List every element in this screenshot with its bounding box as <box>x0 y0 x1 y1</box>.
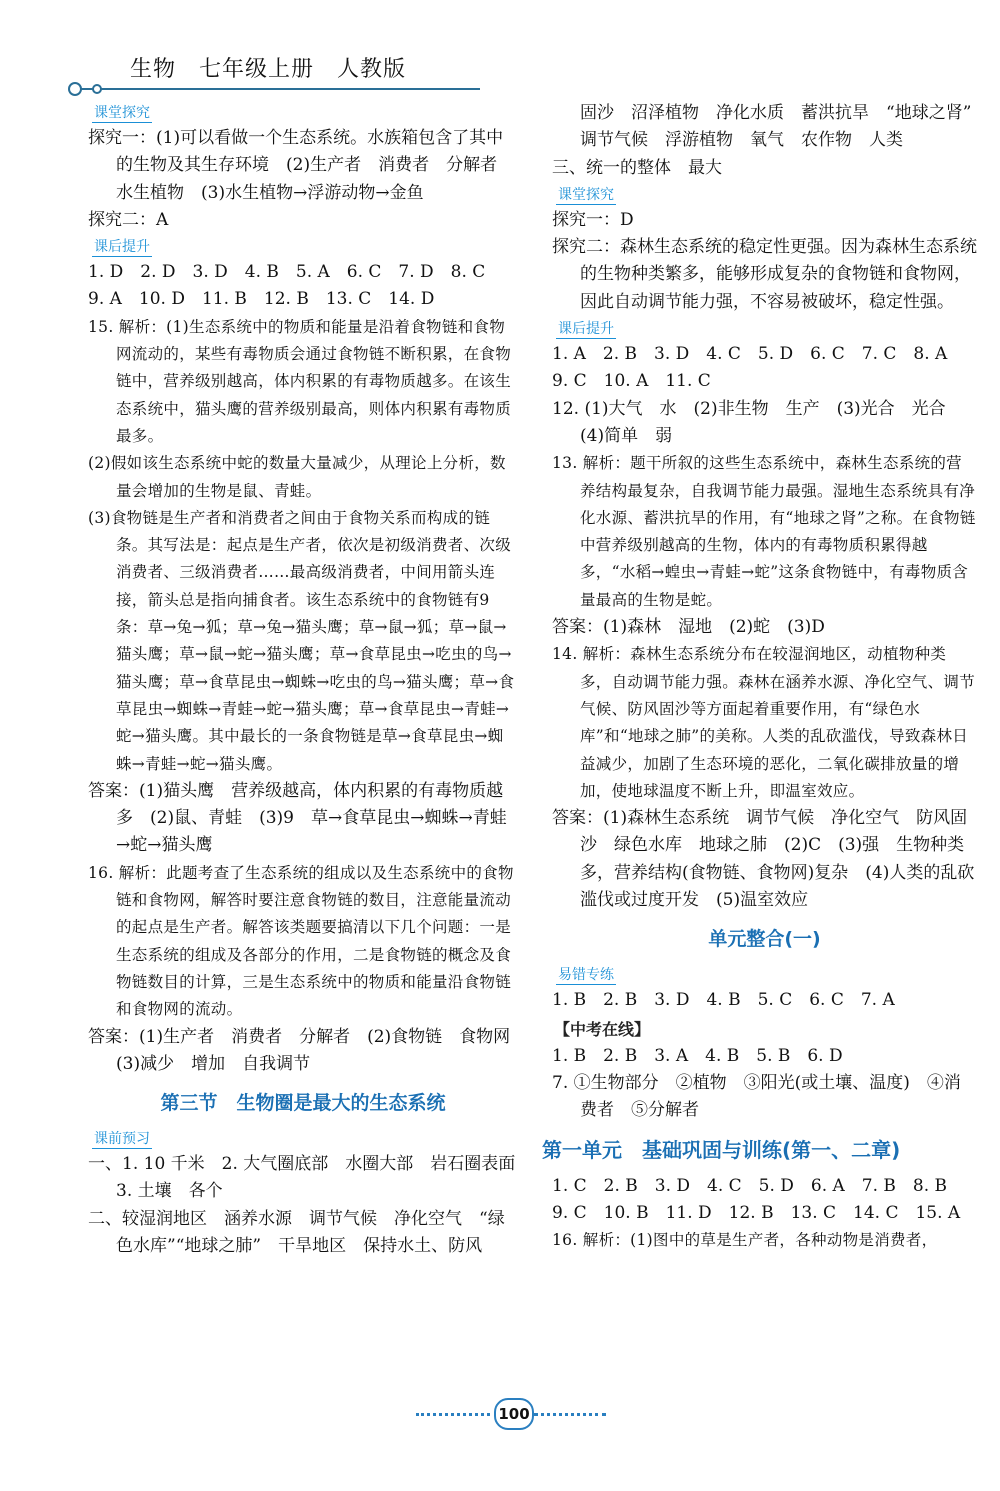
answer-paragraph: 16. 解析：此题考查了生态系统的组成以及生态系统中的食物链和食物网，解答时要注意食物链的数目，注意能量流动的起点是生产者。解答该类题要搞清以下几个问题：一是生态系统的组成及各部分的作用，二是食物链的概念及食物链数目的计算，三是生态系统中的物质和能量沿食物链和食物网的流动。 <box>88 863 514 1019</box>
section-tag: 课后提升 <box>94 239 150 256</box>
answer-paragraph: 1. C 2. B 3. D 4. C 5. D 6. A 7. B 8. B <box>552 1175 948 1196</box>
unit-title: 第一单元 基础巩固与训练(第一、二章) <box>542 1137 901 1162</box>
answer-paragraph: 一、1. 10 千米 2. 大气圈底部 水圈大部 岩石圈表面 3. 土壤 各个 <box>88 1154 533 1202</box>
answer-paragraph: 9. C 10. A 11. C <box>552 371 711 392</box>
section-tag-row <box>552 182 977 207</box>
page-number: 100 <box>494 1398 534 1430</box>
answer-paragraph: 1. A 2. B 3. D 4. C 5. D 6. C 7. C 8. A <box>552 344 948 365</box>
section-tag: 课前预习 <box>94 1131 150 1148</box>
answer-paragraph: 9. C 10. B 11. D 12. B 13. C 14. C 15. A <box>552 1202 961 1223</box>
answer-paragraph: 13. 解析：题干所叙的这些生态系统中，森林生态系统的营养结构最复杂，自我调节能力最强。湿地生态系统具有净化水源、蓄洪抗旱的作用，有“地球之肾”之称。在食物链中营养级别越高的生物，体内的有毒物质积累得越多，“水稻→蝗虫→青蛙→蛇”这条食物链中，有毒物质含量最高的生物是蛇。 <box>552 454 976 609</box>
answer-paragraph: 答案：(1)森林生态系统 调节气候 净化空气 防风固沙 绿色水库 地球之肺 (2)C (3)强 生物种类多，营养结构(食物链、食物网)复杂 (4)人类的乱砍滥伐或过度开发 (5)温室效应 <box>552 808 975 911</box>
answer-paragraph: 答案：(1)猫头鹰 营养级越高，体内积累的有毒物质越多 (2)鼠、青蛙 (3)9 草→食草昆虫→蜘蛛→青蛙→蛇→猫头鹰 <box>88 780 507 856</box>
section-tag-row <box>88 100 518 125</box>
answer-paragraph: 1. B 2. B 3. D 4. B 5. C 6. C 7. A <box>552 990 895 1011</box>
right-column <box>542 100 989 1254</box>
answer-paragraph: 答案：(1)森林 湿地 (2)蛇 (3)D <box>552 617 825 638</box>
answer-paragraph: 探究二：森林生态系统的稳定性更强。因为森林生态系统的生物种类繁多，能够形成复杂的食物链和食物网，因此自动调节能力强，不容易被破坏，稳定性强。 <box>552 237 977 312</box>
footer-dots-left <box>416 1413 490 1416</box>
section-title: 单元整合(一) <box>708 928 821 951</box>
section-tag: 易错专练 <box>558 967 614 984</box>
section-tag-row <box>88 1126 518 1151</box>
header-dot-small-icon <box>92 84 102 94</box>
header-title: 生物 七年级上册 人教版 <box>130 57 407 82</box>
answer-paragraph: (2)假如该生态系统中蛇的数量大量减少，从理论上分析，数量会增加的生物是鼠、青蛙。 <box>88 454 506 500</box>
answer-paragraph: 三、统一的整体 最大 <box>552 157 722 178</box>
answer-paragraph: 12. (1)大气 水 (2)非生物 生产 (3)光合 光合 (4)简单 弱 <box>552 398 963 446</box>
answer-paragraph: 9. A 10. D 11. B 12. B 13. C 14. D <box>88 289 435 310</box>
answer-paragraph: 14. 解析：森林生态系统分布在较湿润地区，动植物种类多，自动调节能力强。森林在涵养水源、净化空气、调节气候、防风固沙等方面起着重要作用，有“绿色水库”和“地球之肺”的美称。人类的乱砍滥伐，导致森林日益减少，加剧了生态环境的恶化，二氧化碳排放量的增加，使地球温度不断上升，即温室效应。 <box>552 645 976 800</box>
answer-paragraph: 7. ①生物部分 ②植物 ③阳光(或土壤、温度) ④消费者 ⑤分解者 <box>552 1072 961 1121</box>
answer-paragraph: 探究一：D <box>552 209 634 230</box>
answer-paragraph: 16. 解析：(1)图中的草是生产者，各种动物是消费者， <box>552 1231 938 1250</box>
section-tag: 课堂探究 <box>558 186 614 203</box>
section-tag: 课后提升 <box>558 321 614 338</box>
answer-paragraph: 探究一：(1)可以看做一个生态系统。水族箱包含了其中的生物及其生存环境 (2)生产者 消费者 分解者 水生植物 (3)水生植物→浮游动物→金鱼 <box>88 128 515 203</box>
section-tag-bold: 【中考在线】 <box>554 1019 651 1039</box>
header-dot-left-icon <box>68 82 82 96</box>
header-rule <box>72 88 480 90</box>
answer-paragraph: 探究二：A <box>88 209 169 230</box>
answer-paragraph: 1. B 2. B 3. A 4. B 5. B 6. D <box>552 1045 843 1066</box>
answer-paragraph: 1. D 2. D 3. D 4. B 5. A 6. C 7. D 8. C <box>88 262 486 283</box>
section-tag-row <box>552 962 977 987</box>
section-tag-row <box>552 1015 977 1043</box>
section-title: 第三节 生物圈是最大的生态系统 <box>160 1092 446 1115</box>
section-tag-row <box>88 234 518 259</box>
answer-paragraph: (3)食物链是生产者和消费者之间由于食物关系而构成的链条。其写法是：起点是生产者，依次是初级消费者、次级消费者、三级消费者……最高级消费者，中间用箭头连接，箭头总是指向捕食者。该生态系统中的食物链有9条：草→兔→狐；草→兔→猫头鹰；草→鼠→狐；草→鼠→猫头鹰；草→鼠→蛇→猫头鹰；草→食草昆虫→吃虫的鸟→猫头鹰；草→食草昆虫→蜘蛛→吃虫的鸟→猫头鹰；草→食草昆虫→蜘蛛→青蛙→蛇→猫头鹰；草→食草昆虫→青蛙→蛇→猫头鹰。其中最长的一条食物链是草→食草昆虫→蜘蛛→青蛙→蛇→猫头鹰。 <box>88 508 515 773</box>
page-footer <box>416 1398 606 1428</box>
footer-dots-right <box>534 1413 606 1416</box>
section-tag: 课堂探究 <box>94 105 150 121</box>
section-tag-row <box>552 316 977 341</box>
answer-paragraph: 15. 解析：(1)生态系统中的物质和能量是沿着食物链和食物网流动的，某些有毒物质会通过食物链不断积累，在食物链中，营养级别越高，体内积累的有毒物质越多。在该生态系统中，猫头鹰的营养级别最高，则体内积累有毒物质最多。 <box>88 317 512 445</box>
left-column <box>88 100 533 1260</box>
answer-paragraph: 答案：(1)生产者 消费者 分解者 (2)食物链 食物网 (3)减少 增加 自我调节 <box>88 1026 528 1074</box>
answer-paragraph: 二、较湿润地区 涵养水源 调节气候 净化空气 “绿色水库”“地球之肺” 干旱地区 保持水土、防风 <box>88 1208 505 1256</box>
answer-paragraph: 固沙 沼泽植物 净化水质 蓄洪抗旱 “地球之肾” 调节气候 浮游植物 氧气 农作物 人类 <box>580 103 989 151</box>
